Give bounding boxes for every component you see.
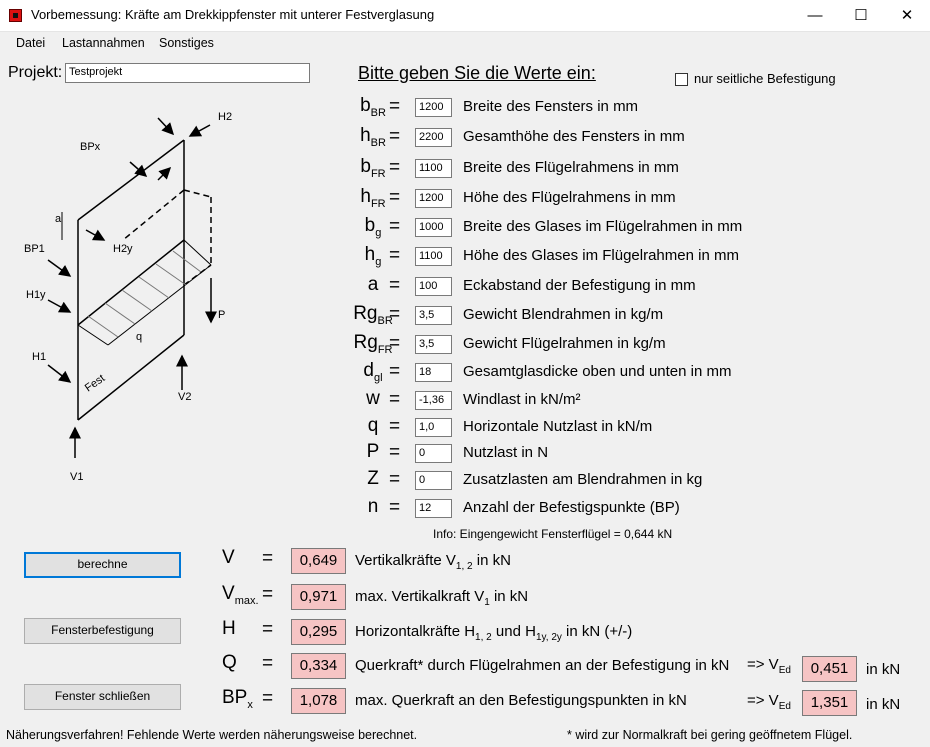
project-input[interactable]: Testprojekt bbox=[65, 63, 310, 83]
calculate-button[interactable]: berechne bbox=[24, 552, 181, 578]
result-symbol: $V_{max.}$ bbox=[222, 583, 259, 607]
input-description: Gesamtglasdicke oben und unten in mm bbox=[463, 363, 732, 380]
equals-sign: = bbox=[389, 442, 401, 463]
input-symbol: $h_{BR}$ bbox=[360, 125, 386, 149]
input-symbol: $b_g$ bbox=[364, 215, 382, 239]
equals-sign: = bbox=[389, 304, 401, 325]
input-description: Gesamthöhe des Fensters in mm bbox=[463, 128, 685, 145]
menu-sonstiges[interactable]: Sonstiges bbox=[159, 36, 214, 50]
footer-note-right: * wird zur Normalkraft bei gering geöffnetem Flügel. bbox=[567, 728, 853, 742]
input-symbol: $h_g$ bbox=[364, 244, 382, 268]
result-description: max. Querkraft an den Befestigungspunkten in kN bbox=[355, 692, 687, 709]
input-symbol: $Rg_{FR}$ bbox=[353, 332, 393, 356]
input-field[interactable]: 1,0 bbox=[415, 418, 452, 437]
equals-sign: = bbox=[389, 416, 401, 437]
ved-q-unit: in kN bbox=[866, 661, 901, 678]
result-value: 0,971 bbox=[291, 584, 346, 610]
diagram-label-bpx: BPx bbox=[80, 141, 101, 153]
equals-sign: = bbox=[389, 96, 401, 117]
input-heading: Bitte geben Sie die Werte ein: bbox=[358, 63, 596, 83]
ved-bp-unit: in kN bbox=[866, 696, 901, 713]
input-description: Breite des Fensters in mm bbox=[463, 98, 639, 115]
close-window-form-button[interactable]: Fenster schließen bbox=[24, 684, 181, 710]
input-symbol: a bbox=[367, 274, 379, 295]
input-field[interactable]: 1000 bbox=[415, 218, 452, 237]
result-description: max. Vertikalkraft $V_1$ in kN bbox=[355, 588, 529, 608]
input-symbol: P bbox=[366, 441, 380, 462]
diagram-label-q: q bbox=[136, 331, 143, 343]
info-text: Info: Eingengewicht Fensterflügel = 0,644 kN bbox=[433, 527, 673, 541]
ved-bp-value: 1,351 bbox=[802, 690, 857, 716]
app-icon bbox=[9, 9, 22, 22]
input-field[interactable]: 0 bbox=[415, 444, 452, 463]
input-field[interactable]: 12 bbox=[415, 499, 452, 518]
diagram-label-v1: V1 bbox=[70, 471, 84, 483]
diagram-label-h2y: H2y bbox=[113, 243, 133, 255]
input-description: Nutzlast in N bbox=[463, 444, 549, 461]
result-description: Vertikalkräfte $V_{1, 2}$ in kN bbox=[355, 552, 511, 572]
input-description: Anzahl der Befestigspunkte (BP) bbox=[463, 499, 680, 516]
equals-sign: = bbox=[389, 157, 401, 178]
result-symbol: $BP_x$ bbox=[222, 687, 253, 711]
input-description: Zusatzlasten am Blendrahmen in kg bbox=[463, 471, 703, 488]
diagram-label-fest: Fest bbox=[82, 372, 108, 395]
window-title: Vorbemessung: Kräfte am Drekkippfenster mit unterer Festverglasung bbox=[31, 7, 435, 22]
close-window-button[interactable]: ✕ bbox=[900, 7, 914, 24]
equals-sign: = bbox=[389, 469, 401, 490]
equals-sign: = bbox=[389, 497, 401, 518]
input-description: Höhe des Flügelrahmens in mm bbox=[463, 189, 676, 206]
input-field[interactable]: 3,5 bbox=[415, 306, 452, 325]
equals-sign: = bbox=[389, 245, 401, 266]
input-field[interactable]: 1100 bbox=[415, 159, 452, 178]
diagram-label-h1: H1 bbox=[32, 351, 47, 363]
equals-sign: = bbox=[389, 361, 401, 382]
side-only-label: nur seitliche Befestigung bbox=[694, 71, 836, 86]
input-symbol: w bbox=[366, 388, 380, 409]
maximize-button[interactable]: ☐ bbox=[854, 7, 868, 24]
input-symbol: $b_{BR}$ bbox=[360, 95, 386, 119]
diagram-label-a: a bbox=[55, 213, 62, 225]
menu-lastannahmen[interactable]: Lastannahmen bbox=[62, 36, 145, 50]
input-field[interactable]: 0 bbox=[415, 471, 452, 490]
input-description: Höhe des Glases im Flügelrahmen in mm bbox=[463, 247, 739, 264]
input-field[interactable]: 1200 bbox=[415, 98, 452, 117]
window-force-diagram bbox=[18, 100, 238, 485]
result-description: Horizontalkräfte $H_{1, 2}$ und $H_{1y, 2y}$ in kN (+/-) bbox=[355, 623, 633, 643]
input-field[interactable]: -1,36 bbox=[415, 391, 452, 410]
result-equals-sign: = bbox=[262, 653, 274, 674]
result-equals-sign: = bbox=[262, 548, 274, 569]
equals-sign: = bbox=[389, 126, 401, 147]
result-description: Querkraft* durch Flügelrahmen an der Befestigung in kN bbox=[355, 657, 730, 674]
input-description: Breite des Flügelrahmens in mm bbox=[463, 159, 679, 176]
diagram-label-h2: H2 bbox=[218, 111, 233, 123]
diagram-label-bp1: BP1 bbox=[24, 243, 45, 255]
result-equals-sign: = bbox=[262, 619, 274, 640]
input-description: Breite des Glases im Flügelrahmen in mm bbox=[463, 218, 743, 235]
result-value: 1,078 bbox=[291, 688, 346, 714]
result-symbol: H bbox=[222, 618, 236, 639]
minimize-button[interactable]: — bbox=[807, 7, 823, 24]
input-symbol: $h_{FR}$ bbox=[360, 186, 386, 210]
result-symbol: V bbox=[222, 547, 235, 568]
input-description: Windlast in kN/m² bbox=[463, 391, 581, 408]
equals-sign: = bbox=[389, 389, 401, 410]
input-description: Eckabstand der Befestigung in mm bbox=[463, 277, 696, 294]
input-symbol: Z bbox=[367, 468, 379, 489]
input-field[interactable]: 1200 bbox=[415, 189, 452, 208]
menu-datei[interactable]: Datei bbox=[16, 36, 46, 50]
result-value: 0,295 bbox=[291, 619, 346, 645]
equals-sign: = bbox=[389, 187, 401, 208]
side-only-checkbox[interactable] bbox=[675, 73, 688, 86]
input-symbol: $d_{gl}$ bbox=[363, 360, 383, 384]
ved-q-value: 0,451 bbox=[802, 656, 857, 682]
footer-note-left: Näherungsverfahren! Fehlende Werte werden näherungsweise berechnet. bbox=[6, 728, 418, 742]
input-field[interactable]: 1100 bbox=[415, 247, 452, 266]
input-symbol: q bbox=[367, 415, 379, 436]
result-symbol: Q bbox=[222, 652, 237, 673]
diagram-label-v2: V2 bbox=[178, 391, 192, 403]
input-field[interactable]: 18 bbox=[415, 363, 452, 382]
input-field[interactable]: 100 bbox=[415, 277, 452, 296]
diagram-label-h1y: H1y bbox=[26, 289, 46, 301]
input-description: Horizontale Nutzlast in kN/m bbox=[463, 418, 653, 435]
input-symbol: $Rg_{BR}$ bbox=[353, 303, 393, 327]
input-description: Gewicht Blendrahmen in kg/m bbox=[463, 306, 664, 323]
diagram-label-p: P bbox=[218, 309, 226, 321]
result-value: 0,649 bbox=[291, 548, 346, 574]
input-field[interactable]: 3,5 bbox=[415, 335, 452, 354]
fixing-button[interactable]: Fensterbefestigung bbox=[24, 618, 181, 644]
project-label: Projekt: bbox=[8, 64, 63, 81]
result-equals-sign: = bbox=[262, 688, 274, 709]
input-symbol: $b_{FR}$ bbox=[360, 156, 386, 180]
equals-sign: = bbox=[389, 275, 401, 296]
input-symbol: n bbox=[367, 496, 379, 517]
equals-sign: = bbox=[389, 333, 401, 354]
equals-sign: = bbox=[389, 216, 401, 237]
input-description: Gewicht Flügelrahmen in kg/m bbox=[463, 335, 666, 352]
input-field[interactable]: 2200 bbox=[415, 128, 452, 147]
ved-arrow-q: => $V_{Ed}$ bbox=[747, 656, 791, 676]
result-equals-sign: = bbox=[262, 584, 274, 605]
result-value: 0,334 bbox=[291, 653, 346, 679]
ved-arrow-bp: => $V_{Ed}$ bbox=[747, 692, 791, 712]
